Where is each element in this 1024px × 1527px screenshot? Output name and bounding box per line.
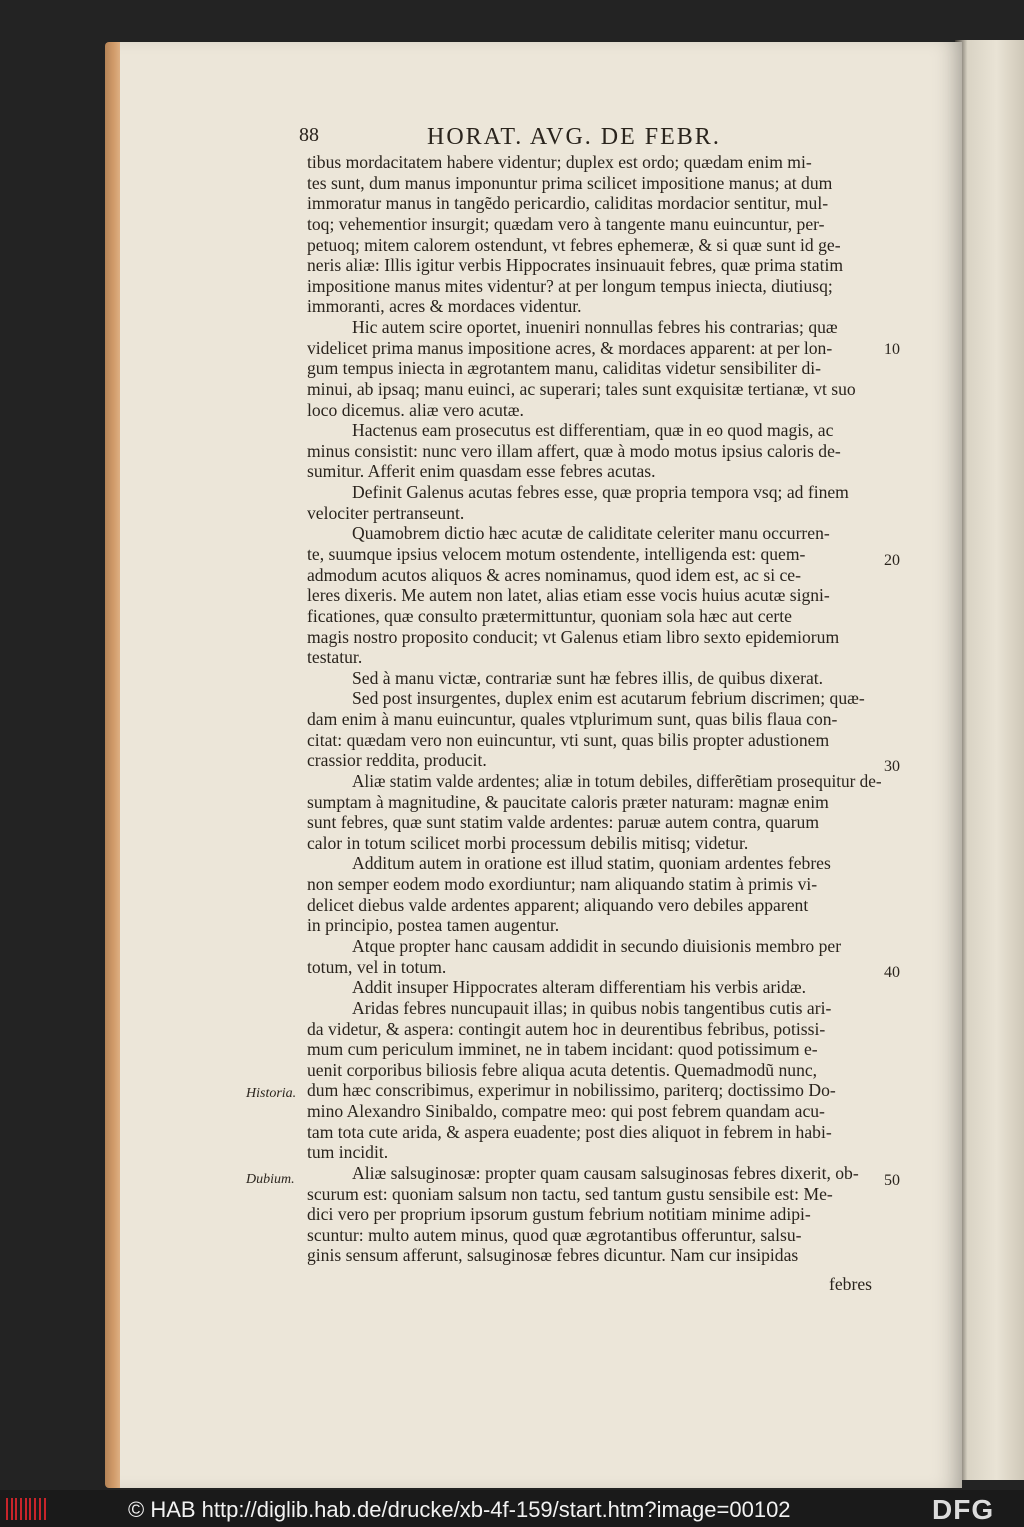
line-number-10: 10 [884, 341, 900, 358]
catchword: febres [829, 1274, 872, 1294]
text-line: Aridas febres nuncupauit illas; in quibus nobis tangentibus cutis ari- [352, 997, 832, 1018]
text-line: impositione manus mites videntur? at per longum tempus iniecta, diutiusq; [307, 275, 833, 296]
text-line: loco dicemus. aliæ vero acutæ. [307, 399, 524, 420]
text-line: mum cum periculum imminet, ne in tabem incidant: quod potissimum e- [307, 1039, 818, 1060]
text-line: scurum est: quoniam salsum non tactu, sed tantum gustu sensibile est: Me- [307, 1183, 833, 1204]
text-line: uenit corporibus biliosis febre aliqua acuta detentis. Quemadmodũ nunc, [307, 1059, 818, 1080]
text-line: Aliæ statim valde ardentes; aliæ in totum debiles, differẽtiam prosequitur de- [352, 770, 882, 791]
text-line: ginis sensum afferunt, salsuginosæ febres dicuntur. Nam cur insipidas [307, 1245, 799, 1266]
text-line: te, suumque ipsius velocem motum ostendente, intelligenda est: quem- [307, 544, 806, 564]
text-line: Hic autem scire oportet, inueniri nonnullas febres his contrarias; quæ [352, 317, 838, 337]
text-line: immoranti, acres & mordaces videntur. [307, 296, 582, 317]
text-line: tibus mordacitatem habere videntur; duplex est ordo; quædam enim mi- [307, 152, 812, 172]
text-line: calor in totum scilicet morbi processum debilis mitisq; videtur. [307, 832, 749, 853]
copyright-link[interactable]: © HAB http://diglib.hab.de/drucke/xb-4f-159/start.htm?image=00102 [128, 1497, 791, 1522]
margin-note-historia: Historia. [246, 1086, 297, 1101]
text-line: sumptam à magnitudine, & paucitate caloris præter naturam: magnæ enim [307, 791, 829, 812]
text-line: da videtur, & aspera: contingit autem hoc in deurentibus febribus, potissi- [307, 1018, 826, 1039]
text-line: ficationes, quæ consulto prætermittuntur, quoniam sola hæc aut certe [307, 605, 792, 626]
text-line: sunt febres, quæ sunt statim valde ardentes: paruæ autem contra, quarum [307, 812, 820, 833]
line-number-40: 40 [884, 964, 900, 981]
text-line: tam tota cute arida, & aspera euadente; post dies aliquot in febrem in habi- [307, 1121, 832, 1142]
text-line: citat: quædam vero non euincuntur, vti sunt, quas bilis propter adustionem [307, 729, 830, 750]
line-number-50: 50 [884, 1172, 900, 1189]
text-line: Definit Galenus acutas febres esse, quæ propria tempora vsq; ad finem [352, 482, 849, 503]
text-line: Sed post insurgentes, duplex enim est acutarum febrium discrimen; quæ- [352, 688, 865, 709]
text-line: scuntur: multo autem minus, quod quæ ægrotantibus offeruntur, salsu- [307, 1224, 802, 1245]
text-line: minui, ab ipsaq; manu euinci, ac superari; tales sunt exquisitæ tertianæ, vt suo [307, 378, 856, 399]
running-head-title: HORAT. AVG. DE FEBR. [427, 124, 721, 150]
text-line: magis nostro proposito conducit; vt Galenus etiam libro sexto epidemiorum [307, 626, 840, 647]
text-line: tum incidit. [307, 1142, 389, 1163]
text-line: minus consistit: nunc vero illam affert, quæ à modo motus ipsius caloris de- [307, 440, 841, 461]
text-line: Aliæ salsuginosæ: propter quam causam salsuginosas febres dixerit, ob- [352, 1162, 859, 1183]
text-line: Addit insuper Hippocrates alteram differentiam his verbis aridæ. [352, 977, 807, 998]
text-line: petuoq; mitem calorem ostendunt, vt febres ephemeræ, & si quæ sunt id ge- [307, 234, 841, 255]
line-number-30: 30 [884, 758, 900, 775]
text-line: in principio, postea tamen augentur. [307, 915, 560, 936]
line-number-20: 20 [884, 552, 900, 569]
page-number: 88 [299, 124, 319, 146]
text-line: videlicet prima manus impositione acres, & mordaces apparent: at per lon- [307, 337, 833, 358]
footer-bar [0, 1490, 1024, 1527]
text-line: dici vero per proprium ipsorum gustum febrium notitiam minime adipi- [307, 1204, 811, 1225]
text-line: dam enim à manu euincuntur, quales vtplurimum sunt, quas bilis flaua con- [307, 709, 838, 729]
text-line: sumitur. Afferit enim quasdam esse febres acutas. [307, 461, 656, 482]
running-header [299, 124, 769, 154]
margin-note-dubium: Dubium. [246, 1172, 295, 1187]
text-line: totum, vel in totum. [307, 956, 447, 977]
text-line: Sed à manu victæ, contrariæ sunt hæ febres illis, de quibus dixerat. [352, 667, 824, 688]
text-line: neris aliæ: Illis igitur verbis Hippocrates insinuauit febres, quæ prima statim [307, 255, 844, 276]
text-line: admodum acutos aliquos & acres nominamus, quod idem est, ac si ce- [307, 564, 801, 585]
text-line: Hactenus eam prosecutus est differentiam, quæ in eo quod magis, ac [352, 420, 834, 441]
barcode-icon [6, 1498, 48, 1520]
text-line: Quamobrem dictio hæc acutæ de caliditate celeriter manu occurren- [352, 523, 830, 544]
dfg-logo: DFG [932, 1494, 995, 1525]
text-line: delicet diebus valde ardentes apparent; aliquando vero debiles apparent [307, 894, 809, 915]
text-line: immoratur manus in tangẽdo pericardio, caliditas mordacior sentitur, mul- [307, 193, 829, 214]
text-line: Additum autem in oratione est illud statim, quoniam ardentes febres [352, 853, 831, 874]
text-line: leres dixeris. Me autem non latet, alias etiam esse vocis huius acutæ signi- [307, 585, 830, 606]
text-line: dum hæc conscribimus, experimur in nobilissimo, pariterq; doctissimo Do- [307, 1080, 836, 1101]
text-line: Atque propter hanc causam addidit in secundo diuisionis membro per [352, 935, 842, 956]
text-line: velociter pertranseunt. [307, 502, 465, 523]
text-line: mino Alexandro Sinibaldo, compatre meo: qui post febrem quandam acu- [307, 1101, 825, 1121]
text-line: crassior reddita, producit. [307, 750, 487, 771]
text-line: non semper eodem modo exordiuntur; nam aliquando statim à primis vi- [307, 874, 818, 894]
text-line: toq; vehementior insurgit; quædam vero à tangente manu euincuntur, per- [307, 213, 825, 234]
adjacent-pages [955, 40, 1024, 1480]
text-line: tes sunt, dum manus imponuntur prima scilicet impositione manus; at dum [307, 172, 833, 193]
text-line: gum tempus iniecta in ægrotantem manu, caliditas videtur sensibiliter di- [307, 358, 822, 379]
text-line: testatur. [307, 647, 363, 668]
